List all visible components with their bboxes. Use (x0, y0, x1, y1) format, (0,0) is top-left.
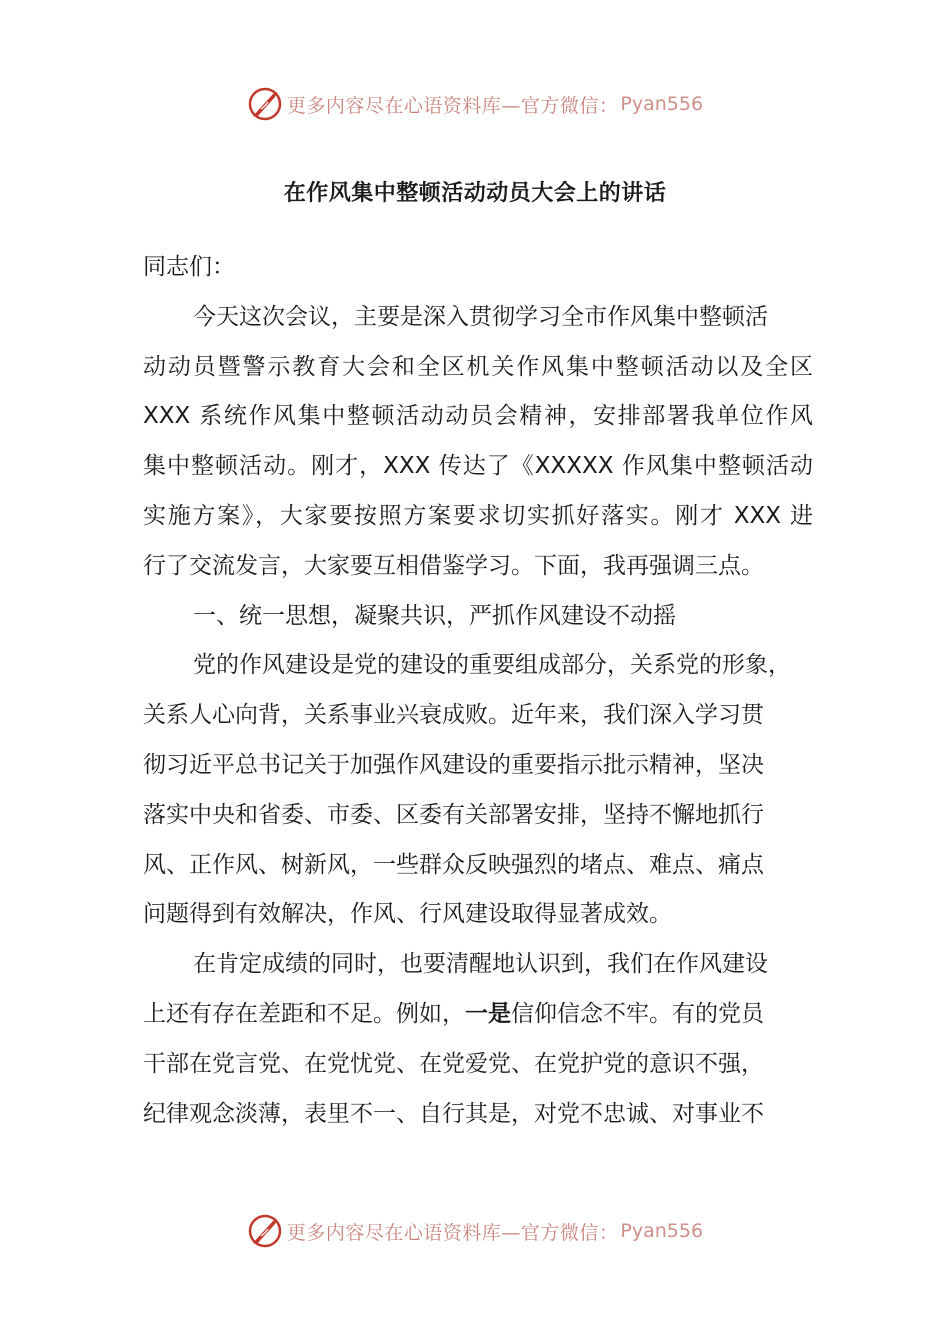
paragraph-line: 纪律观念淡薄，表里不一、自行其是，对党不忠诚、对事业不 (143, 1100, 764, 1127)
quill-pen-logo-icon (247, 86, 283, 122)
bold-emphasis: 一是 (465, 1000, 511, 1027)
watermark-banner-bottom (0, 1209, 950, 1253)
watermark-banner-top (0, 82, 950, 126)
greeting: 同志们： (143, 254, 235, 280)
paragraph-line: 行了交流发言，大家要互相借鉴学习。下面，我再强调三点。 (143, 552, 764, 579)
paragraph-line: 关系人心向背，关系事业兴衰成败。近年来，我们深入学习贯 (143, 702, 764, 729)
document-title: 在作风集中整顿活动动员大会上的讲话 (283, 181, 667, 206)
paragraph-line: 实施方案》，大家要按照方案要求切实抓好落实。刚才 XXX 进 (143, 502, 813, 529)
watermark-text: 更多内容尽在心语资料库—官方微信： (286, 1221, 619, 1244)
paragraph-line: 在肯定成绩的同时，也要清醒地认识到，我们在作风建设 (193, 951, 768, 978)
watermark-handle: Pyan556 (620, 1220, 704, 1242)
paragraph-line: 今天这次会议，主要是深入贯彻学习全市作风集中整顿活 (193, 303, 768, 330)
section-heading: 一、统一思想，凝聚共识，严抓作风建设不动摇 (193, 602, 676, 629)
watermark-text: 更多内容尽在心语资料库—官方微信： (286, 94, 619, 117)
watermark-handle: Pyan556 (620, 93, 704, 115)
paragraph-line: 动动员暨警示教育大会和全区机关作风集中整顿活动以及全区 (143, 353, 813, 380)
text-run: 信仰信念不牢。有的党员 (511, 1000, 764, 1027)
document-body (143, 243, 813, 1139)
paragraph-line: 落实中央和省委、市委、区委有关部署安排，坚持不懈地抓行 (143, 801, 764, 828)
paragraph-line: XXX 系统作风集中整顿活动动员会精神，安排部署我单位作风 (143, 403, 813, 430)
paragraph-line: 风、正作风、树新风，一些群众反映强烈的堵点、难点、痛点 (143, 851, 764, 878)
paragraph-line: 彻习近平总书记关于加强作风建设的重要指示批示精神，坚决 (143, 751, 764, 778)
text-run: 上还有存在差距和不足。例如， (143, 1000, 465, 1027)
paragraph-line (143, 990, 813, 1040)
quill-pen-logo-icon (247, 1213, 283, 1249)
paragraph-line: 干部在党言党、在党忧党、在党爱党、在党护党的意识不强， (143, 1050, 764, 1077)
paragraph-line: 问题得到有效解决，作风、行风建设取得显著成效。 (143, 901, 672, 928)
paragraph-line: 集中整顿活动。刚才，XXX 传达了《XXXXX 作风集中整顿活动 (143, 453, 813, 480)
paragraph-line: 党的作风建设是党的建设的重要组成部分，关系党的形象， (193, 652, 791, 679)
